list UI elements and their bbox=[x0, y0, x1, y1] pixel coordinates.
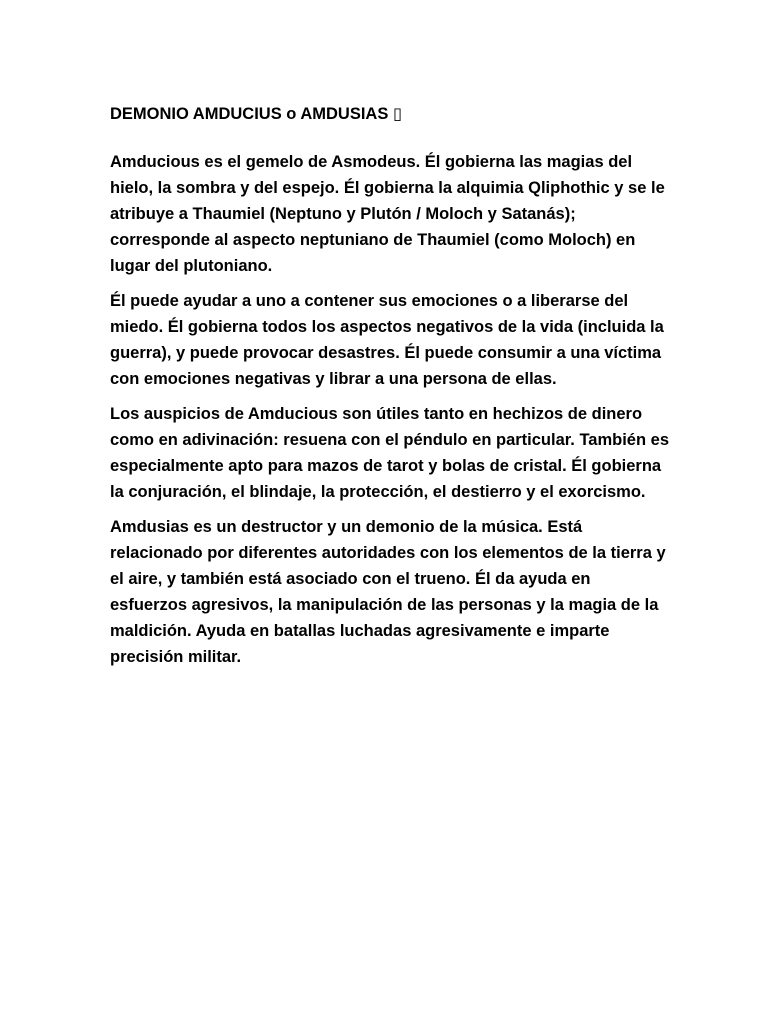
document-page bbox=[110, 101, 670, 679]
paragraph-3: Los auspicios de Amducious son útiles tanto en hechizos de dinero como en adivinación: resuena con el péndulo en particular. También es especialmente apto para mazos de tarot y bolas de cristal. Él gobierna la conjuración, el blindaje, la protección, el destierro y el exorcismo. bbox=[110, 405, 670, 501]
paragraph-1: Amducious es el gemelo de Asmodeus. Él gobierna las magias del hielo, la sombra y del espejo. Él gobierna la alquimia Qliphothic y se le atribuye a Thaumiel (Neptuno y Plutón / Moloch y Satanás); corresponde al aspecto neptuniano de Thaumiel (como Moloch) en lugar del plutoniano. bbox=[110, 153, 665, 275]
paragraph-4: Amdusias es un destructor y un demonio de la música. Está relacionado por diferentes autoridades con los elementos de la tierra y el aire, y también está asociado con el trueno. Él da ayuda en esfuerzos agresivos, la manipulación de las personas y la magia de la maldición. Ayuda en batallas luchadas agresivamente e imparte precisión militar. bbox=[110, 518, 666, 666]
document-title: DEMONIO AMDUCIUS o AMDUSIAS ▯ bbox=[110, 105, 403, 123]
paragraph-2: Él puede ayudar a uno a contener sus emociones o a liberarse del miedo. Él gobierna todos los aspectos negativos de la vida (incluida la guerra), y puede provocar desastres. Él puede consumir a una víctima con emociones negativas y librar a una persona de ellas. bbox=[110, 292, 664, 388]
